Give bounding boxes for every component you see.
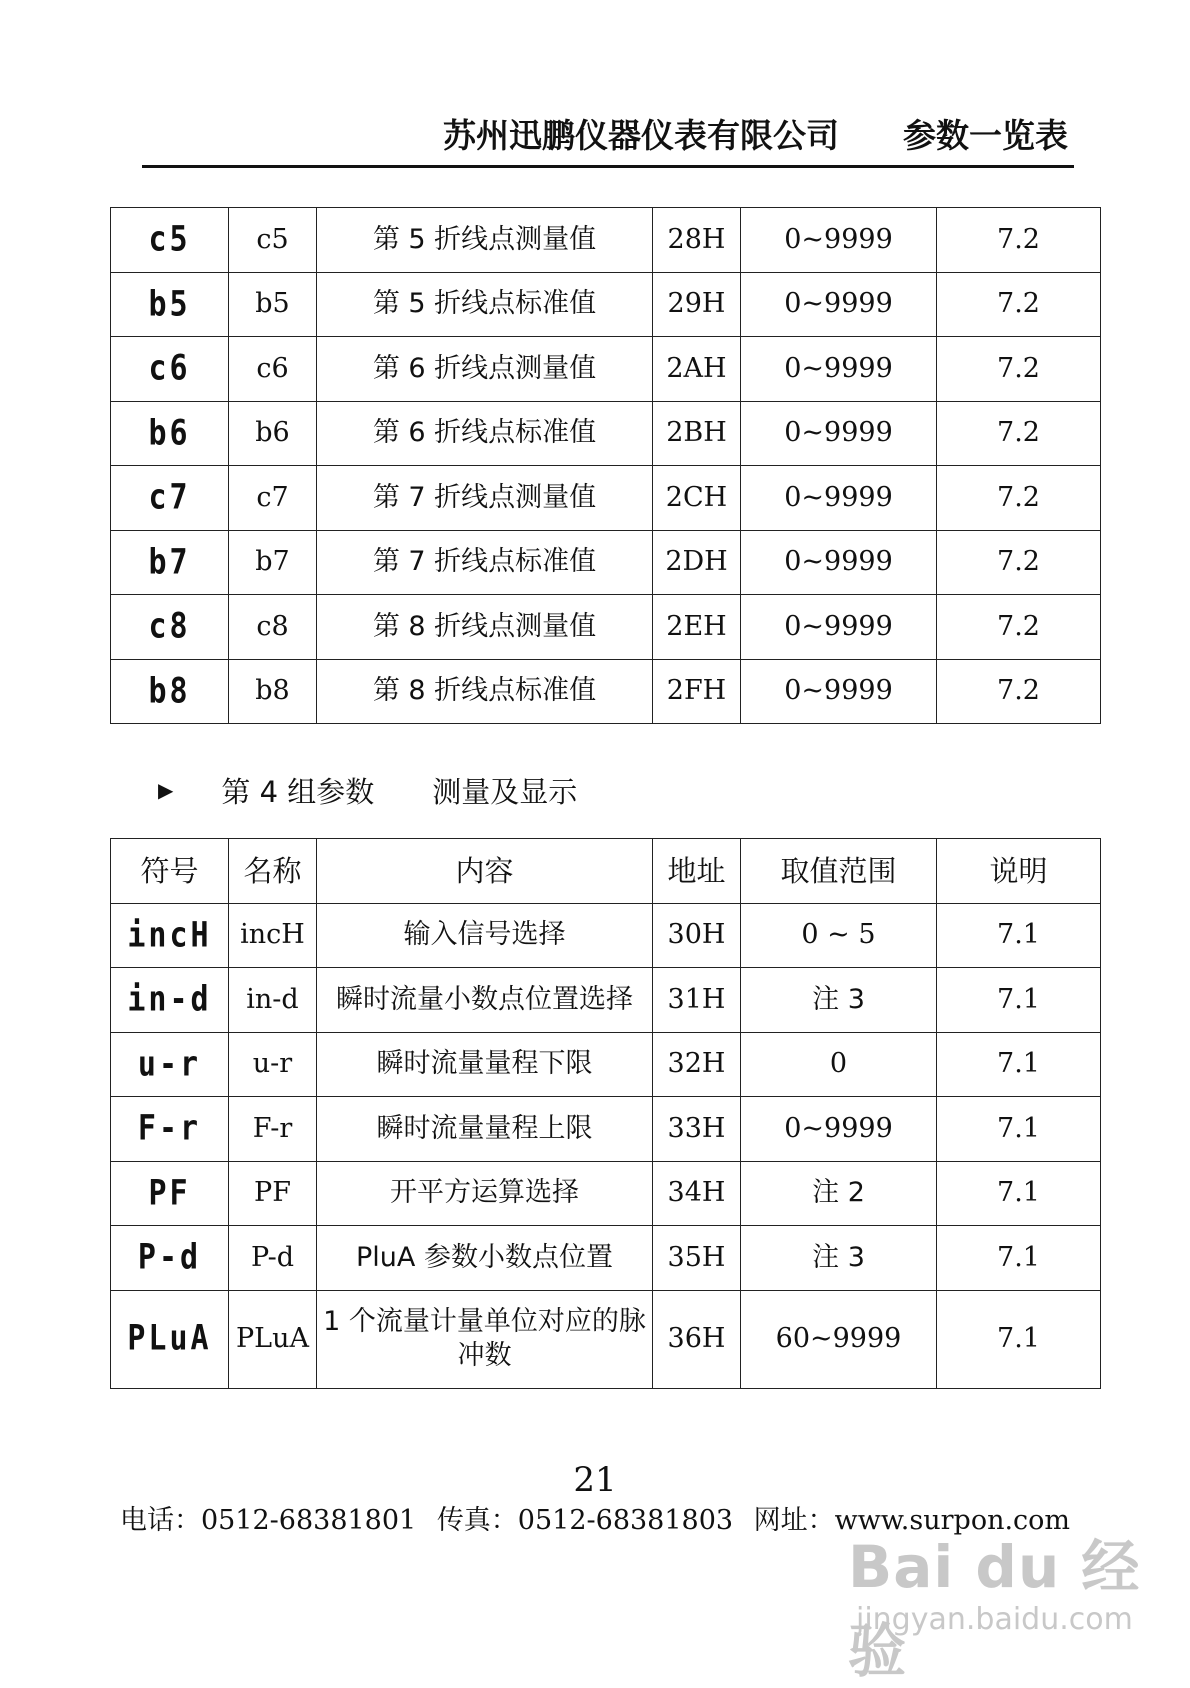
cell-name-text: c5 [256, 223, 289, 255]
cell-address [653, 337, 741, 402]
cell-address-text: 35H [667, 1241, 726, 1273]
cell-note [937, 1226, 1101, 1291]
cell-name-text: b7 [255, 546, 290, 578]
cell-address-text: 2FH [666, 675, 727, 707]
page-header [142, 112, 1074, 168]
cell-range-text: 0~9999 [784, 352, 893, 384]
cell-name [229, 1290, 317, 1388]
cell-note-text: 7.1 [997, 983, 1040, 1015]
cell-symbol [111, 1097, 229, 1162]
table-row [111, 659, 1101, 724]
cell-address-text: 2CH [665, 481, 728, 513]
cell-note-text: 7.2 [997, 288, 1040, 320]
cell-symbol-text: PLuA [127, 1318, 212, 1359]
cell-range [741, 1032, 937, 1097]
cell-symbol [111, 1226, 229, 1291]
cell-name-text: P-d [250, 1241, 295, 1273]
cell-address-text: 2DH [665, 546, 728, 578]
cell-range-text: 注 3 [812, 983, 865, 1015]
cell-content-text: 第 6 折线点标准值 [372, 417, 597, 449]
cell-range [741, 903, 937, 968]
cell-range [741, 401, 937, 466]
cell-content [317, 659, 653, 724]
table-header-row [111, 839, 1101, 904]
cell-range [741, 337, 937, 402]
cell-content [317, 903, 653, 968]
cell-content-text: 瞬时流量量程上限 [376, 1112, 593, 1144]
cell-content-text: 第 7 折线点标准值 [372, 546, 597, 578]
header-content: 内容 [317, 839, 653, 904]
watermark-logo: Bai du 经验 [848, 1533, 1141, 1685]
cell-symbol [111, 903, 229, 968]
cell-name [229, 466, 317, 531]
cell-symbol-text: b5 [148, 283, 191, 325]
cell-name-text: b8 [255, 675, 290, 707]
cell-symbol [111, 530, 229, 595]
cell-range-text: 注 3 [812, 1241, 865, 1273]
table-row [111, 530, 1101, 595]
cell-name-text: u-r [252, 1048, 293, 1080]
cell-range [741, 968, 937, 1033]
cell-symbol [111, 968, 229, 1033]
cell-symbol-text: c6 [148, 348, 191, 389]
cell-note [937, 1097, 1101, 1162]
cell-note-text: 7.1 [997, 1241, 1040, 1273]
cell-address [653, 903, 741, 968]
cell-address [653, 595, 741, 660]
cell-note [937, 1032, 1101, 1097]
cell-range-text: 0~9999 [784, 675, 893, 707]
cell-name-text: c7 [256, 481, 289, 513]
cell-content-text: 第 8 折线点标准值 [372, 675, 597, 707]
cell-address [653, 530, 741, 595]
cell-range-text: 0~9999 [784, 223, 893, 255]
cell-symbol-text: PF [148, 1172, 191, 1214]
cell-symbol [111, 337, 229, 402]
table-row [111, 968, 1101, 1033]
table-row [111, 401, 1101, 466]
cell-range [741, 659, 937, 724]
header-name: 名称 [229, 839, 317, 904]
cell-note [937, 968, 1101, 1033]
cell-address-text: 29H [667, 288, 726, 320]
cell-name-text: in-d [246, 983, 299, 1015]
cell-address-text: 33H [667, 1112, 726, 1144]
page-number: 21 [573, 1460, 617, 1500]
cell-address-text: 36H [667, 1323, 726, 1355]
cell-address [653, 968, 741, 1033]
cell-content [317, 1226, 653, 1291]
cell-range [741, 272, 937, 337]
cell-note [937, 272, 1101, 337]
cell-name [229, 530, 317, 595]
cell-range-text: 0~9999 [784, 481, 893, 513]
cell-name-text: c8 [256, 610, 289, 642]
cell-range-text: 0~9999 [784, 417, 893, 449]
cell-name-text: PF [254, 1177, 291, 1209]
bullet-icon: ▶ [158, 778, 174, 802]
cell-symbol [111, 1161, 229, 1226]
cell-range-text: 0 [829, 1048, 848, 1080]
cell-name [229, 272, 317, 337]
cell-symbol-text: b8 [148, 670, 191, 712]
cell-address [653, 1032, 741, 1097]
table-row [111, 1097, 1101, 1162]
cell-range-text: 0~9999 [784, 546, 893, 578]
parameter-table-group4 [110, 838, 1101, 1389]
footer-phone: 电话：0512-68381801 [119, 1505, 417, 1536]
table-row [111, 903, 1101, 968]
cell-symbol [111, 208, 229, 273]
cell-note-text: 7.2 [997, 546, 1040, 578]
parameter-table-continued [110, 207, 1101, 724]
document-title: 参数一览表 [903, 116, 1068, 155]
cell-address-text: 30H [667, 919, 726, 951]
cell-content-text: 第 7 折线点测量值 [372, 481, 597, 513]
cell-note-text: 7.2 [997, 417, 1040, 449]
cell-content [317, 466, 653, 531]
cell-content [317, 1161, 653, 1226]
section-group: 第 4 组参数 [221, 774, 375, 809]
cell-range [741, 1161, 937, 1226]
cell-note-text: 7.2 [997, 352, 1040, 384]
cell-range-text: 0 ~ 5 [801, 919, 876, 951]
table-row [111, 595, 1101, 660]
cell-symbol [111, 595, 229, 660]
section-heading [158, 768, 577, 812]
cell-name [229, 595, 317, 660]
cell-symbol-text: c7 [148, 477, 191, 518]
cell-symbol-text: c5 [148, 219, 191, 260]
cell-address [653, 1161, 741, 1226]
cell-note [937, 337, 1101, 402]
cell-range-text: 60~9999 [775, 1323, 902, 1355]
cell-symbol-text: P-d [137, 1237, 202, 1278]
table-row [111, 337, 1101, 402]
section-name: 测量及显示 [432, 774, 578, 809]
cell-address-text: 2EH [666, 610, 727, 642]
header-note: 说明 [937, 839, 1101, 904]
cell-range-text: 0~9999 [784, 288, 893, 320]
cell-symbol-text: in-d [127, 979, 212, 1020]
cell-content [317, 337, 653, 402]
cell-address-text: 2AH [666, 352, 727, 384]
cell-range-text: 0~9999 [784, 610, 893, 642]
cell-address-text: 28H [667, 223, 726, 255]
cell-symbol [111, 659, 229, 724]
cell-address-text: 32H [667, 1048, 726, 1080]
cell-address [653, 659, 741, 724]
cell-note [937, 530, 1101, 595]
cell-note [937, 903, 1101, 968]
cell-name [229, 1161, 317, 1226]
cell-content-text: 瞬时流量量程下限 [376, 1048, 593, 1080]
cell-address [653, 1226, 741, 1291]
cell-content-text: 第 5 折线点标准值 [372, 288, 597, 320]
cell-content-text: 第 5 折线点测量值 [372, 223, 597, 255]
cell-name-text: F-r [252, 1112, 293, 1144]
cell-content [317, 595, 653, 660]
cell-symbol-text: b7 [148, 541, 191, 583]
cell-range [741, 530, 937, 595]
cell-symbol-text: c8 [148, 606, 191, 647]
cell-name-text: b6 [255, 417, 290, 449]
cell-content-text: 瞬时流量小数点位置选择 [336, 983, 633, 1015]
cell-name-text: PLuA [236, 1323, 309, 1355]
cell-content [317, 968, 653, 1033]
cell-address-text: 2BH [666, 417, 727, 449]
cell-address [653, 272, 741, 337]
cell-content [317, 530, 653, 595]
table-row [111, 208, 1101, 273]
cell-content-text: 第 8 折线点测量值 [372, 610, 597, 642]
footer-fax: 传真：0512-68381803 [436, 1505, 734, 1536]
cell-note-text: 7.2 [997, 481, 1040, 513]
cell-content-text: 输入信号选择 [403, 919, 566, 951]
cell-note-text: 7.1 [997, 919, 1040, 951]
cell-symbol-text: incH [127, 914, 212, 956]
cell-content-text: 1 个流量计量单位对应的脉冲数 [323, 1306, 646, 1371]
cell-range [741, 208, 937, 273]
cell-address [653, 1097, 741, 1162]
cell-note [937, 1161, 1101, 1226]
baidu-watermark [848, 1520, 1148, 1685]
header-address: 地址 [653, 839, 741, 904]
cell-range-text: 注 2 [812, 1177, 865, 1209]
cell-content [317, 1290, 653, 1388]
cell-range-text: 0~9999 [784, 1112, 893, 1144]
cell-address [653, 466, 741, 531]
cell-name [229, 1032, 317, 1097]
header-symbol: 符号 [111, 839, 229, 904]
table-row [111, 1161, 1101, 1226]
table-row [111, 1226, 1101, 1291]
cell-content-text: 开平方运算选择 [390, 1177, 579, 1209]
cell-name [229, 968, 317, 1033]
cell-content [317, 401, 653, 466]
cell-symbol [111, 466, 229, 531]
cell-address [653, 1290, 741, 1388]
cell-symbol-text: u-r [137, 1043, 202, 1085]
table-row [111, 1290, 1101, 1388]
cell-content-text: PluA 参数小数点位置 [356, 1241, 613, 1273]
cell-name-text: incH [240, 919, 305, 951]
cell-range [741, 1226, 937, 1291]
header-range: 取值范围 [741, 839, 937, 904]
watermark-url: jingyan.baidu.com [856, 1602, 1133, 1637]
table-row [111, 466, 1101, 531]
cell-symbol [111, 401, 229, 466]
cell-name-text: b5 [255, 288, 290, 320]
cell-symbol [111, 1290, 229, 1388]
cell-name [229, 1097, 317, 1162]
cell-name [229, 903, 317, 968]
cell-content [317, 1032, 653, 1097]
cell-note [937, 401, 1101, 466]
cell-address-text: 34H [667, 1177, 726, 1209]
cell-content [317, 272, 653, 337]
cell-note [937, 595, 1101, 660]
cell-range [741, 466, 937, 531]
cell-note [937, 1290, 1101, 1388]
cell-content [317, 1097, 653, 1162]
cell-name [229, 208, 317, 273]
cell-address [653, 208, 741, 273]
cell-content [317, 208, 653, 273]
cell-address [653, 401, 741, 466]
cell-symbol-text: b6 [148, 412, 191, 454]
cell-note-text: 7.1 [997, 1048, 1040, 1080]
cell-symbol [111, 1032, 229, 1097]
cell-range [741, 1290, 937, 1388]
cell-note-text: 7.2 [997, 223, 1040, 255]
cell-name-text: c6 [256, 352, 289, 384]
cell-range [741, 595, 937, 660]
cell-symbol [111, 272, 229, 337]
cell-name [229, 337, 317, 402]
cell-range [741, 1097, 937, 1162]
table-row [111, 1032, 1101, 1097]
cell-note-text: 7.2 [997, 675, 1040, 707]
cell-note-text: 7.1 [997, 1323, 1040, 1355]
cell-note-text: 7.2 [997, 610, 1040, 642]
cell-address-text: 31H [667, 983, 726, 1015]
cell-note [937, 659, 1101, 724]
cell-symbol-text: F-r [137, 1108, 202, 1149]
cell-note [937, 466, 1101, 531]
cell-name [229, 1226, 317, 1291]
cell-note-text: 7.1 [997, 1177, 1040, 1209]
cell-name [229, 401, 317, 466]
cell-content-text: 第 6 折线点测量值 [372, 352, 597, 384]
table-row [111, 272, 1101, 337]
cell-note-text: 7.1 [997, 1112, 1040, 1144]
company-name: 苏州迅鹏仪器仪表有限公司 [443, 116, 839, 155]
footer-website: 网址：www.surpon.com [753, 1505, 1071, 1536]
cell-name [229, 659, 317, 724]
cell-note [937, 208, 1101, 273]
